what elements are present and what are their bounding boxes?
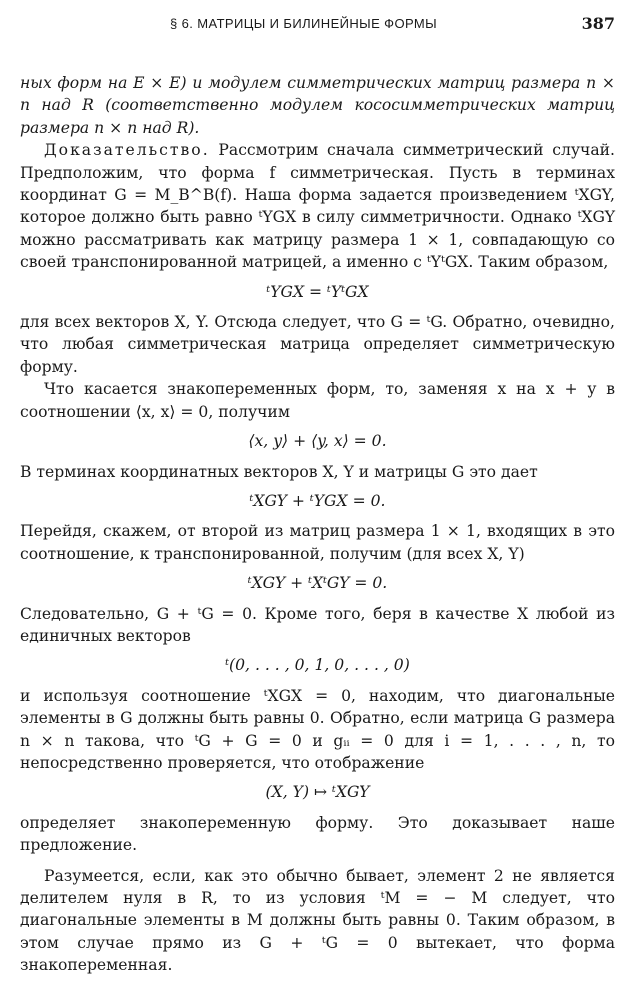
running-title: § 6. МАТРИЦЫ И БИЛИНЕЙНЫЕ ФОРМЫ (170, 16, 438, 31)
equation-bracket-sum: ⟨x, y⟩ + ⟨y, x⟩ = 0. (248, 432, 387, 451)
equation-symmetry: ᵗYGX = ᵗYᵗGX (266, 282, 369, 301)
proof-text: Рассмотрим сначала симметрический случай. Предположим, что форма f симметрическая. Пусть в терминах координат G = M_B^B(f). Наша форма задается произведением ᵗXGY, которое должно быть равно ᵗYGX в силу симметричности. Однако ᵗXGY можно рассматривать как матрицу размера 1 × 1, совпадающую со своей транспонированной матрицей, а именно с ᵗYᵗGX. Таким образом, (20, 141, 615, 272)
equation-unit-vector: ᵗ(0, . . . , 0, 1, 0, . . . , 0) (225, 656, 410, 675)
page-number: 387 (581, 14, 615, 33)
intro-italic-paragraph: ных форм на E × E) и модулем симметрических матриц размера n × n над R (соответственно модулем кососимметрических матриц размера n × n над R). (20, 74, 615, 137)
paragraph-symmetric-conclusion: для всех векторов X, Y. Отсюда следует, что G = ᵗG. Обратно, очевидно, что любая симметрическая матрица определяет симметрическую форму. (20, 313, 615, 376)
paragraph-gap (20, 857, 615, 865)
proof-paragraph (20, 139, 615, 273)
equation-transposed-sum: ᵗXGY + ᵗXᵗGY = 0. (247, 574, 388, 593)
proof-label: Доказательство. (44, 141, 210, 160)
paragraph-transpose: Перейдя, скажем, от второй из матриц размера 1 × 1, входящих в это соотношение, к транспонированной, получим (для всех X, Y) (20, 522, 615, 563)
paragraph-proof-end: определяет знакопеременную форму. Это доказывает наше предложение. (20, 813, 615, 855)
equation-mapping: (X, Y) ↦ ᵗXGY (265, 783, 370, 802)
equation-coordinate-sum: ᵗXGY + ᵗYGX = 0. (249, 491, 386, 510)
paragraph-unit-vectors: Следовательно, G + ᵗG = 0. Кроме того, беря в качестве X любой из единичных векторов (20, 604, 615, 645)
paragraph-diagonal: и используя соотношение ᵗXGX = 0, находим, что диагональные элементы в G должны быть равны 0. Обратно, если матрица G размера n × n такова, что ᵗG + G = 0 и gᵢᵢ = 0 для i = 1, . . . , n, то непосредственно проверяется, что отображение (20, 686, 615, 772)
paragraph-coordinates: В терминах координатных векторов X, Y и матрицы G это дает (20, 462, 538, 481)
page-body (20, 72, 615, 977)
running-header (20, 14, 615, 38)
paragraph-remark: Разумеется, если, как это обычно бывает, элемент 2 не является делителем нуля в R, то из условия ᵗM = − M следует, что диагональные элементы в M должны быть равны 0. Таким образом, в этом случае прямо из G + ᵗG = 0 вытекает, что форма знакопеременная. (20, 866, 615, 975)
paragraph-alternating-intro: Что касается знакопеременных форм, то, заменяя x на x + y в соотношении ⟨x, x⟩ = 0, получим (20, 380, 615, 421)
